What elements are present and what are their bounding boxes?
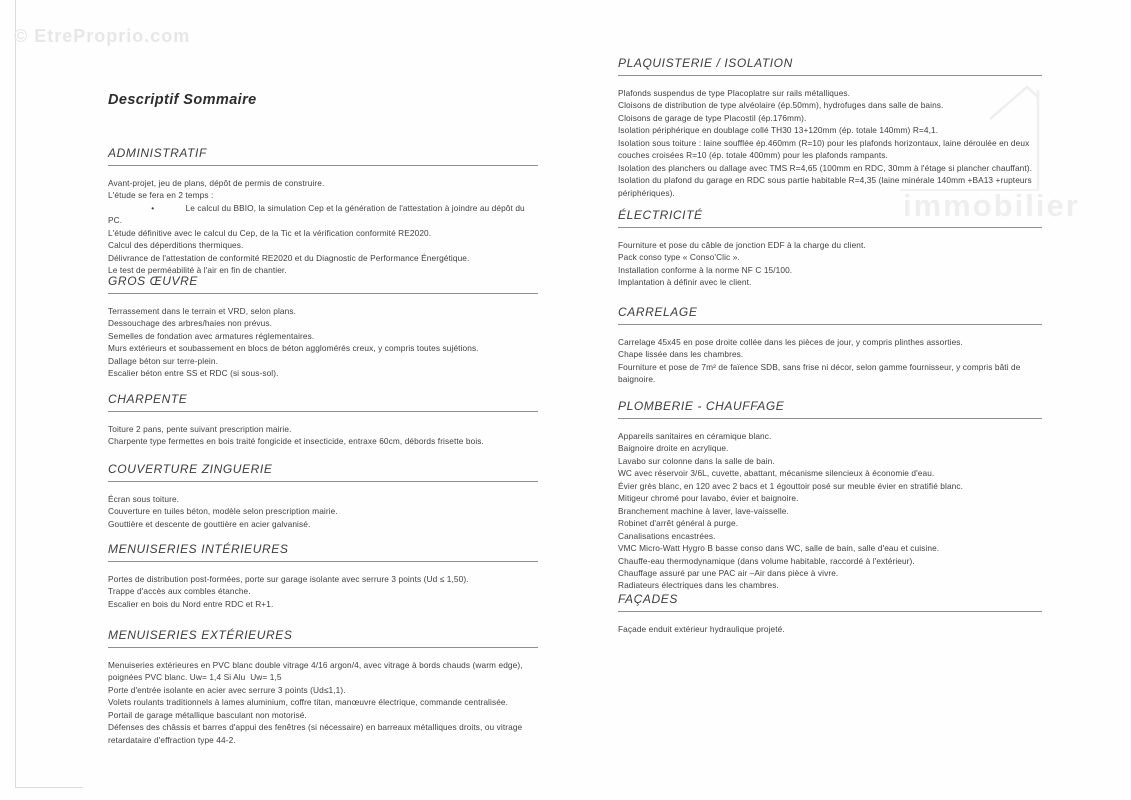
section-body	[108, 573, 538, 610]
section-heading: CARRELAGE	[618, 305, 1042, 325]
text-line: Isolation des planchers ou dallage avec TMS R=4,65 (100mm en RDC, 30mm à l'étage si plancher chauffant).	[618, 162, 1033, 173]
text-line: Mitigeur chromé pour lavabo, évier et baignoire.	[618, 493, 799, 504]
text-line: Délivrance de l'attestation de conformité RE2020 et du Diagnostic de Performance Énergétique.	[108, 252, 470, 263]
section-facades	[618, 592, 1042, 635]
text-line: Défenses des châssis et barres d'appui des fenêtres (si nécessaire) en barreaux métalliques droits, ou vitrage retardataire d'effraction type 44-2.	[108, 722, 525, 745]
section-couverture-zinguerie	[108, 462, 538, 530]
section-body	[108, 659, 538, 746]
section-charpente	[108, 392, 538, 448]
section-heading: PLAQUISTERIE / ISOLATION	[618, 56, 1042, 76]
text-line: L'étude définitive avec le calcul du Cep, de la Tic et la vérification conformité RE2020.	[108, 227, 432, 238]
text-line: Menuiseries extérieures en PVC blanc double vitrage 4/16 argon/4, avec vitrage à bords chauds (warm edge), poignées PVC blanc. Uw= 1,4 Si Alu Uw= 1,5	[108, 660, 526, 683]
text-line: Isolation du plafond du garage en RDC sous partie habitable R=4,35 (laine minérale 140mm +BA13 +rupteurs périphériques).	[618, 175, 1035, 198]
section-heading: CHARPENTE	[108, 392, 538, 412]
left-column	[108, 0, 538, 800]
section-body	[618, 430, 1042, 592]
scan-page-edge-left	[15, 0, 16, 788]
text-line: Robinet d'arrêt général à purge.	[618, 518, 739, 529]
text-line: Radiateurs électriques dans les chambres.	[618, 580, 779, 591]
right-column	[618, 0, 1042, 800]
text-line: Portes de distribution post-formées, porte sur garage isolante avec serrure 3 points (Ud ≤ 1,50).	[108, 574, 469, 584]
text-line: Installation conforme à la norme NF C 15/100.	[618, 264, 793, 275]
text-line: • Le calcul du BBIO, la simulation Cep et la génération de l'attestation à joindre au dépôt du PC.	[108, 202, 528, 226]
text-line: Écran sous toiture.	[108, 494, 180, 504]
section-heading: FAÇADES	[618, 592, 1042, 612]
text-line: Escalier béton entre SS et RDC (si sous-sol).	[108, 368, 279, 379]
section-electricite	[618, 208, 1042, 289]
scan-page-edge-bottom	[15, 787, 83, 788]
section-carrelage	[618, 305, 1042, 386]
section-gros-oeuvre	[108, 274, 538, 380]
section-heading: PLOMBERIE - CHAUFFAGE	[618, 399, 1042, 419]
watermark-etreproprio: © EtreProprio.com	[14, 26, 191, 46]
section-body	[108, 423, 538, 448]
text-line: Volets roulants traditionnels à lames aluminium, coffre titan, manœuvre électrique, commande centralisée.	[108, 697, 509, 708]
section-administratif	[108, 146, 538, 277]
text-line: Isolation périphérique en doublage collé TH30 13+120mm (ép. totale 140mm) R=4,1.	[618, 125, 939, 136]
section-menuiseries-exterieures	[108, 628, 538, 746]
text-line: Appareils sanitaires en céramique blanc.	[618, 431, 772, 441]
text-line: Lavabo sur colonne dans la salle de bain.	[618, 455, 775, 466]
text-line: Calcul des déperditions thermiques.	[108, 240, 244, 251]
text-line: Murs extérieurs et soubassement en blocs de béton agglomérés creux, y compris toutes sujétions.	[108, 343, 479, 354]
text-line: Plafonds suspendus de type Placoplatre sur rails métalliques.	[618, 88, 851, 98]
text-line: Façade enduit extérieur hydraulique projeté.	[618, 624, 785, 634]
text-line: Gouttière et descente de gouttière en acier galvanisé.	[108, 518, 311, 529]
text-line: Couverture en tuiles béton, modèle selon prescription mairie.	[108, 506, 338, 517]
text-line: L'étude se fera en 2 temps :	[108, 190, 214, 201]
text-line: Fourniture et pose du câble de jonction EDF à la charge du client.	[618, 240, 866, 250]
text-line: Carrelage 45x45 en pose droite collée dans les pièces de jour, y compris plinthes assorties.	[618, 337, 963, 347]
section-heading: MENUISERIES EXTÉRIEURES	[108, 628, 538, 648]
text-line: Semelles de fondation avec armatures réglementaires.	[108, 330, 315, 341]
text-line: Avant-projet, jeu de plans, dépôt de permis de construire.	[108, 178, 325, 188]
text-line: Trappe d'accès aux combles étanche.	[108, 586, 251, 597]
text-line: Chape lissée dans les chambres.	[618, 349, 744, 360]
section-heading: COUVERTURE ZINGUERIE	[108, 462, 538, 482]
section-body	[618, 623, 1042, 635]
text-line: VMC Micro-Watt Hygro B basse conso dans WC, salle de bain, salle d'eau et cuisine.	[618, 543, 940, 554]
text-line: Le test de perméabilité à l'air en fin de chantier.	[108, 265, 287, 276]
text-line: Charpente type fermettes en bois traité fongicide et insecticide, entraxe 60cm, débords frisette bois.	[108, 436, 484, 447]
text-line: Portail de garage métallique basculant non motorisé.	[108, 709, 307, 720]
text-line: Pack conso type « Conso'Clic ».	[618, 252, 740, 263]
section-body	[108, 177, 538, 277]
section-heading: ÉLECTRICITÉ	[618, 208, 1042, 228]
text-line: Baignoire droite en acrylique.	[618, 443, 729, 454]
text-line: Escalier en bois du Nord entre RDC et R+1.	[108, 598, 274, 609]
section-plaquisterie-isolation	[618, 56, 1042, 199]
section-menuiseries-interieures	[108, 542, 538, 610]
text-line: Implantation à définir avec le client.	[618, 277, 752, 288]
text-line: Dallage béton sur terre-plein.	[108, 355, 218, 366]
section-heading: MENUISERIES INTÉRIEURES	[108, 542, 538, 562]
text-line: Terrassement dans le terrain et VRD, selon plans.	[108, 306, 296, 316]
text-line: Chauffage assuré par une PAC air –Air dans pièce à vivre.	[618, 567, 839, 578]
text-line: Dessouchage des arbres/haies non prévus.	[108, 318, 273, 329]
text-line: WC avec réservoir 3/6L, cuvette, abattant, mécanisme silencieux à économie d'eau.	[618, 468, 935, 479]
text-line: Évier grès blanc, en 120 avec 2 bacs et 1 égouttoir posé sur meuble évier en stratifié blanc.	[618, 480, 964, 491]
section-body	[108, 493, 538, 530]
text-line: Chauffe-eau thermodynamique (dans volume habitable, raccordé à l'extérieur).	[618, 555, 915, 566]
text-line: Isolation sous toiture : laine soufflée ép.460mm (R=10) pour les plafonds horizontaux, laine déroulée en deux couches croisées R=10 (ép. totale 400mm) pour les plafonds rampants.	[618, 137, 1032, 161]
section-body	[618, 239, 1042, 289]
section-plomberie-chauffage	[618, 399, 1042, 592]
section-body	[618, 336, 1042, 386]
text-line: Canalisations encastrées.	[618, 530, 716, 541]
section-body	[108, 305, 538, 380]
watermark-immobilier: immobilier	[903, 188, 1080, 223]
text-line: Porte d'entrée isolante en acier avec serrure 3 points (Ud≤1,1).	[108, 684, 346, 695]
section-heading: ADMINISTRATIF	[108, 146, 538, 166]
document-title: Descriptif Sommaire	[108, 92, 257, 108]
text-line: Toiture 2 pans, pente suivant prescription mairie.	[108, 424, 292, 434]
text-line: Fourniture et pose de 7m² de faïence SDB, sans frise ni décor, selon gamme fournisseur, y compris bâti de baignoire.	[618, 361, 1023, 385]
section-body	[618, 87, 1042, 199]
text-line: Branchement machine à laver, lave-vaisselle.	[618, 505, 789, 516]
text-line: Cloisons de garage de type Placostil (ép.176mm).	[618, 112, 807, 123]
section-heading: GROS ŒUVRE	[108, 274, 538, 294]
text-line: Cloisons de distribution de type alvéolaire (ép.50mm), hydrofuges dans salle de bains.	[618, 100, 944, 111]
